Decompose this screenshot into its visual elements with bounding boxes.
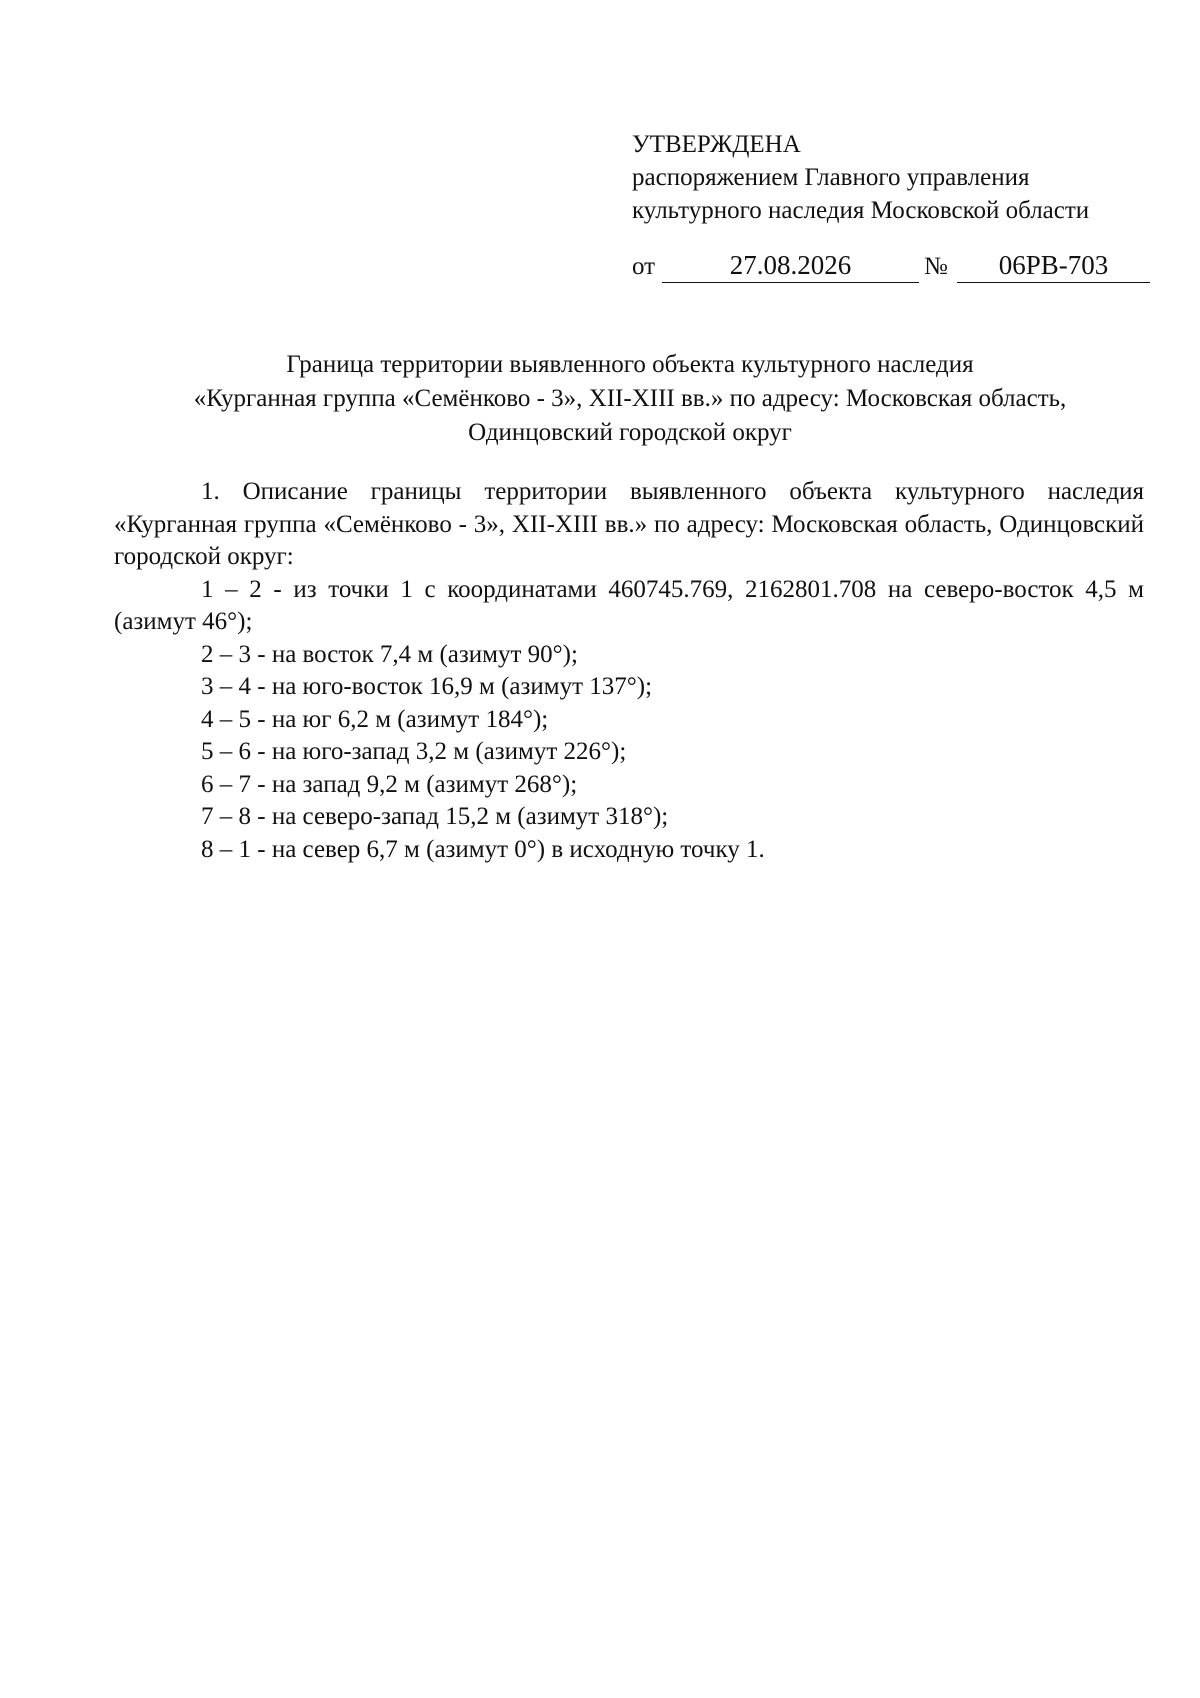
title-line-3: Одинцовский городской округ xyxy=(468,419,792,446)
boundary-step: 6 – 7 - на запад 9,2 м (азимут 268°); xyxy=(201,770,578,798)
approval-block xyxy=(632,128,1152,227)
boundary-step: 7 – 8 - на северо-запад 15,2 м (азимут 318°); xyxy=(201,803,669,830)
approval-date: 27.08.2026 xyxy=(662,248,919,283)
approval-number: 06РВ-703 xyxy=(957,248,1150,283)
approval-heading: УТВЕРЖДЕНА xyxy=(632,131,801,158)
date-prefix: от xyxy=(632,253,656,280)
boundary-step: 2 – 3 - на восток 7,4 м (азимут 90°); xyxy=(201,640,578,668)
number-prefix: № xyxy=(924,253,948,280)
boundary-step: 1 – 2 - из точки 1 с координатами 460745.769, 2162801.708 на северо-восток 4,5 м (азимут 46°); xyxy=(114,575,1144,635)
boundary-description xyxy=(114,476,1144,866)
boundary-step: 5 – 6 - на юго-запад 3,2 м (азимут 226°); xyxy=(201,738,627,765)
boundary-step: 3 – 4 - на юго-восток 16,9 м (азимут 137°); xyxy=(201,673,653,700)
document-title xyxy=(80,348,1180,450)
description-intro: 1. Описание границы территории выявленного объекта культурного наследия «Курганная группа «Семёнково - 3», XII-XIII вв.» по адресу: Московская область, Одинцовский городской округ: xyxy=(114,478,1144,570)
title-line-1: Граница территории выявленного объекта культурного наследия xyxy=(286,351,974,378)
title-line-2: «Курганная группа «Семёнково - 3», XII-XIII вв.» по адресу: Московская область, xyxy=(193,385,1067,412)
boundary-step: 8 – 1 - на север 6,7 м (азимут 0°) в исходную точку 1. xyxy=(201,835,765,863)
approval-authority-line-1: распоряжением Главного управления xyxy=(632,164,1030,191)
approval-date-line xyxy=(632,248,1152,288)
approval-authority-line-2: культурного наследия Московской области xyxy=(632,197,1090,224)
boundary-step: 4 – 5 - на юг 6,2 м (азимут 184°); xyxy=(201,705,549,733)
